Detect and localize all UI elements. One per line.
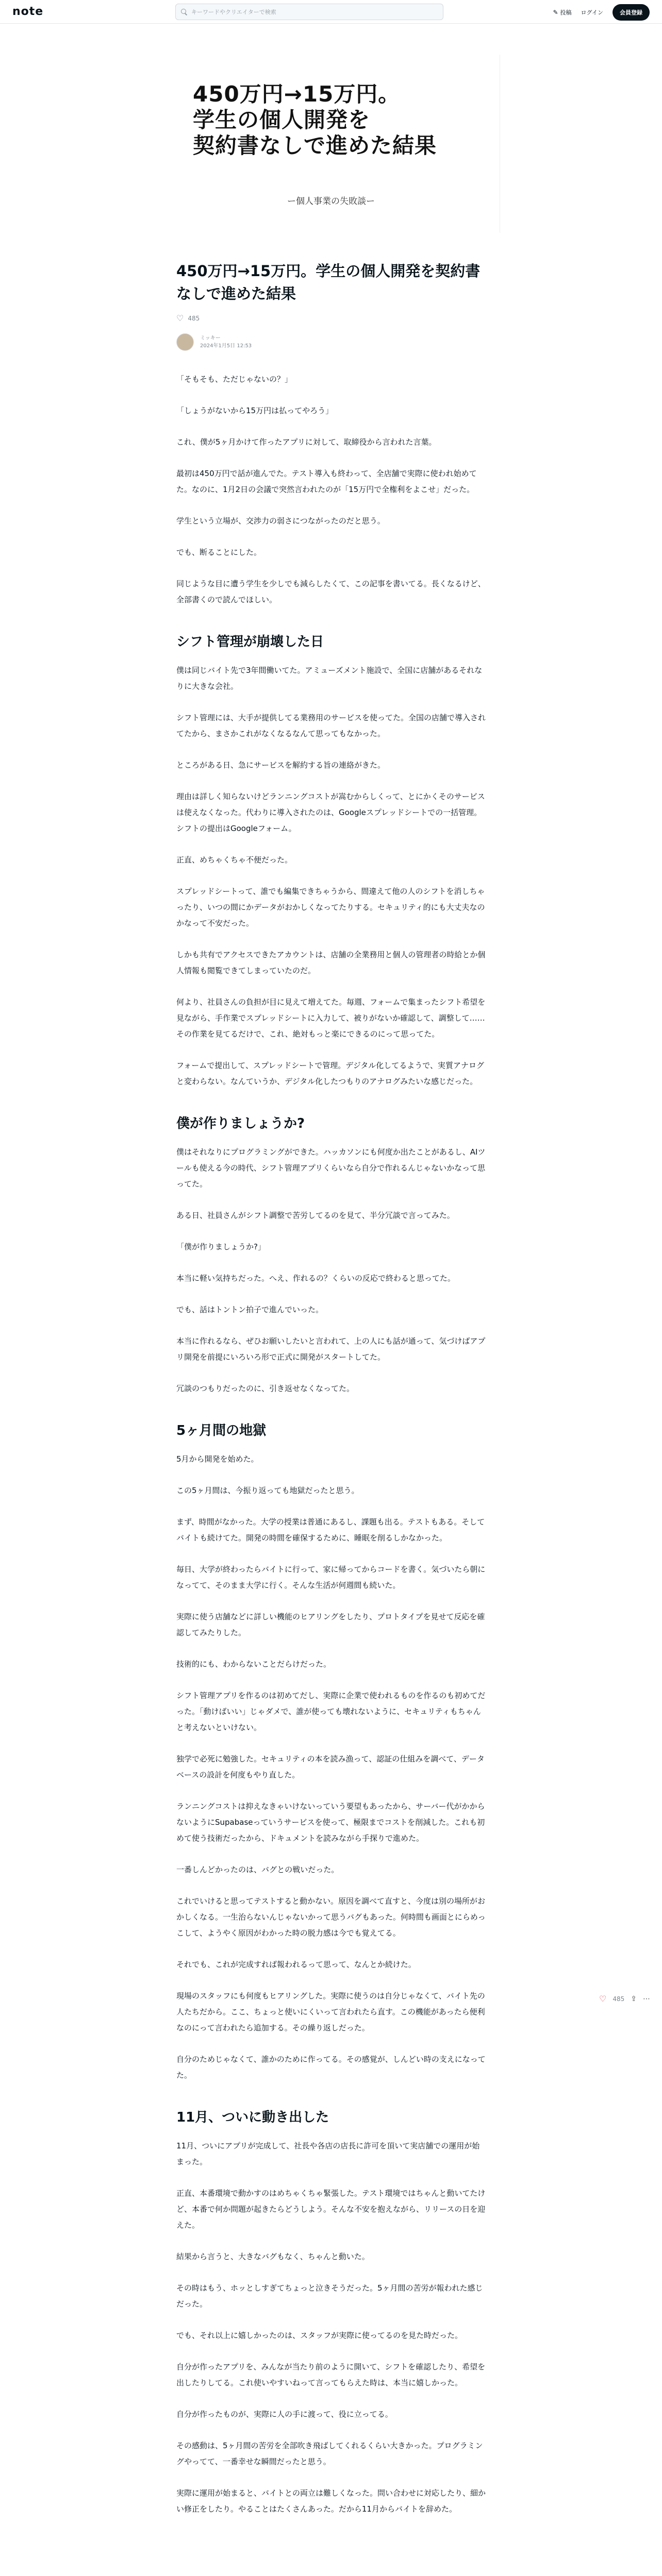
article-body: [176, 371, 486, 2517]
paragraph: 現場のスタッフにも何度もヒアリングした。実際に使うのは自分じゃなくて、バイト先の人たちだから。ここ、ちょっと使いにくいって言われたら直す。この機能があったら便利なのにって言われたら追加する。その繰り返しだった。: [176, 1991, 485, 2032]
heart-icon[interactable]: ♡: [176, 313, 184, 323]
paragraph: でも、それ以上に嬉しかったのは、スタッフが実際に使ってるのを見た時だった。: [176, 2331, 463, 2340]
paragraph: 毎日、大学が終わったらバイトに行って、家に帰ってからコードを書く。気づいたら朝になってて、そのまま大学に行く。そんな生活が何週間も続いた。: [176, 1565, 486, 1590]
hero-subtitle: ー個人事業の失敗談ー: [287, 196, 375, 207]
paragraph: ランニングコストは抑えなきゃいけないっていう要望もあったから、サーバー代がかからないようにSupabaseっていうサービスを使って、極限までコストを削減した。これも初めて使う技術だったから、ドキュメントを読みながら手探りで進めた。: [176, 1802, 485, 1843]
paragraph: ある日、社員さんがシフト調整で苦労してるのを見て、半分冗談で言ってみた。: [176, 1211, 455, 1220]
search-input[interactable]: [175, 4, 443, 20]
section-shift: [176, 663, 486, 1090]
hero-image: [162, 55, 500, 233]
paragraph: 5月から開発を始めた。: [176, 1454, 259, 1464]
pen-icon: ✎: [553, 9, 558, 16]
section-intro: [176, 371, 486, 608]
hero-title: [193, 81, 437, 159]
heart-icon[interactable]: ♡: [599, 1994, 607, 2004]
article: [176, 260, 486, 2533]
paragraph: その時はもう、ホッとしすぎてちょっと泣きそうだった。5ヶ月間の苦労が報われた感じだった。: [176, 2283, 483, 2309]
paragraph: 僕はそれなりにプログラミングができた。ハッカソンにも何度か出たことがあるし、AIツールも使える今の時代、シフト管理アプリくらいなら自分で作れるんじゃないかなって思ってた。: [176, 1147, 486, 1189]
paragraph: 一番しんどかったのは、バグとの戦いだった。: [176, 1865, 339, 1874]
login-link[interactable]: ログイン: [581, 9, 603, 16]
paragraph: 本当に軽い気持ちだった。へえ、作れるの？くらいの反応で終わると思ってた。: [176, 1274, 455, 1283]
paragraph: 実際に使う店舗などに詳しい機能のヒアリングをしたり、プロトタイプを見せて反応を確認してみたりした。: [176, 1612, 485, 1637]
paragraph: これ、僕が5ヶ月かけて作ったアプリに対して、取締役から言われた言葉。: [176, 437, 437, 447]
like-count: 485: [188, 314, 200, 322]
paragraph: 最初は450万円で話が進んでた。テスト導入も終わって、全店舗で実際に使われ始めてた。なのに、1月2日の会議で突然言われたのが「15万円で全権利をよこせ」だった。: [176, 469, 477, 494]
section-november: [176, 2138, 486, 2517]
paragraph: 正直、本番環境で動かすのはめちゃくちゃ緊張した。テスト環境ではちゃんと動いてたけど、本番で何か問題が起きたらどうしよう。そんな不安を抱えながら、リリースの日を迎えた。: [176, 2189, 486, 2230]
paragraph: その感動は、5ヶ月間の苦労を全部吹き飛ばしてくれるくらい大きかった。プログラミングやってて、一番幸せな瞬間だったと思う。: [176, 2441, 483, 2466]
post-label: 投稿: [560, 9, 572, 16]
paragraph: まず、時間がなかった。大学の授業は普通にあるし、課題も出る。テストもある。そしてバイトも続けてた。開発の時間を確保するために、睡眠を削るしかなかった。: [176, 1517, 485, 1543]
paragraph: 「しょうがないから15万円は払ってやろう」: [176, 406, 334, 415]
paragraph: 自分のためじゃなくて、誰かのために作ってる。その感覚が、しんどい時の支えになってた。: [176, 2055, 486, 2080]
section-offer: [176, 1144, 486, 1397]
author-row: [176, 333, 486, 351]
paragraph: フォームで提出して、スプレッドシートで管理。デジタル化してるようで、実質アナログと変わらない。なんていうか、デジタル化したつもりのアナログみたいな感じだった。: [176, 1061, 485, 1086]
paragraph: でも、話はトントン拍子で進んでいった。: [176, 1305, 324, 1314]
paragraph: 学生という立場が、交渉力の弱さにつながったのだと思う。: [176, 516, 385, 526]
search-icon: [181, 9, 187, 15]
paragraph: 独学で必死に勉強した。セキュリティの本を読み漁って、認証の仕組みを調べて、データベースの設計を何度もやり直した。: [176, 1754, 485, 1780]
header-actions: [553, 4, 650, 21]
section-hell: [176, 1451, 486, 2083]
paragraph: 理由は詳しく知らないけどランニングコストが嵩むからしくって、とにかくそのサービスは使えなくなった。代わりに導入されたのは、Googleスプレッドシートでの一括管理。シフトの提出はGoogleフォーム。: [176, 792, 485, 833]
site-header: [0, 0, 662, 24]
more-icon[interactable]: ⋯: [642, 1994, 650, 2003]
section-heading: 僕が作りましょうか?: [176, 1116, 305, 1131]
paragraph: これでいけると思ってテストすると動かない。原因を調べて直すと、今度は別の場所がおかしくなる。一生治らないんじゃないかって思うバグもあった。何時間も画面とにらめっこして、ようやく原因がわかった時の脱力感は今でも覚えてる。: [176, 1896, 486, 1938]
hero-title-line: 学生の個人開発を: [193, 107, 371, 132]
paragraph: 冗談のつもりだったのに、引き返せなくなってた。: [176, 1384, 355, 1393]
like-row: [176, 313, 486, 323]
floating-action-bar: [599, 1994, 650, 2004]
paragraph: 自分が作ったアプリを、みんなが当たり前のように開いて、シフトを確認したり、希望を出したりしてる。これ使いやすいねって言ってもらえた時は、本当に嬉しかった。: [176, 2362, 486, 2387]
author-meta: [200, 334, 252, 350]
paragraph: 「そもそも、ただじゃないの？」: [176, 375, 293, 384]
paragraph: 本当に作れるなら、ぜひお願いしたいと言われて、上の人にも話が通って、気づけばアプリ開発を前提にいろいろ形で正式に開発がスタートしてた。: [176, 1336, 486, 1362]
paragraph: でも、断ることにした。: [176, 548, 262, 557]
paragraph: 同じような目に遭う学生を少しでも減らしたくて、この記事を書いてる。長くなるけど、全部書くので読んでほしい。: [176, 579, 486, 604]
paragraph: スプレッドシートって、誰でも編集できちゃうから、間違えて他の人のシフトを消しちゃったり、いつの間にかデータがおかしくなってたりする。セキュリティ的にも大丈夫なのかなって不安だった。: [176, 887, 485, 928]
paragraph: シフト管理アプリを作るのは初めてだし、実際に企業で使われるものを作るのも初めてだった。「動けばいい」じゃダメで、誰が使っても壊れないように、セキュリティもちゃんと考えないといけない。: [176, 1691, 486, 1732]
paragraph: 「僕が作りましょうか?」: [176, 1242, 266, 1251]
hero-title-line: 契約書なしで進めた結果: [193, 133, 437, 158]
paragraph: 実際に運用が始まると、バイトとの両立は難しくなった。問い合わせに対応したり、細かい修正をしたり。やることはたくさんあった。だから11月からバイトを辞めた。: [176, 2488, 486, 2514]
search-placeholder: キーワードやクリエイターで検索: [191, 9, 276, 15]
section-heading: 11月、ついに動き出した: [176, 2110, 329, 2125]
paragraph: 僕は同じバイト先で3年間働いてた。アミューズメント施設で、全国に店舗があるそれなりに大きな会社。: [176, 666, 483, 691]
avatar[interactable]: [176, 333, 194, 351]
section-heading: 5ヶ月間の地獄: [176, 1423, 267, 1438]
signup-button[interactable]: 会員登録: [613, 4, 650, 21]
post-button[interactable]: [553, 8, 571, 16]
paragraph: シフト管理には、大手が提供してる業務用のサービスを使ってた。全国の店舗で導入されてたから、まさかこれがなくなるなんて思ってもなかった。: [176, 713, 486, 738]
share-icon[interactable]: ⇪: [631, 1994, 637, 2003]
paragraph: 自分が作ったものが、実際に人の手に渡って、役に立ってる。: [176, 2410, 393, 2419]
float-like-count: 485: [613, 1995, 625, 2003]
paragraph: 正直、めちゃくちゃ不便だった。: [176, 855, 293, 865]
post-date: 2024年1月5日 12:53: [200, 343, 252, 349]
note-logo[interactable]: note: [12, 5, 44, 18]
paragraph: それでも、これが完成すれば報われるって思って、なんとか続けた。: [176, 1960, 416, 1969]
section-heading: シフト管理が崩壊した日: [176, 634, 324, 650]
paragraph: しかも共有でアクセスできたアカウントは、店舗の全業務用と個人の管理者の時給とか個人情報も閲覧できてしまっていたのだ。: [176, 950, 486, 975]
paragraph: 結果から言うと、大きなバグもなく、ちゃんと動いた。: [176, 2252, 370, 2261]
paragraph: 何より、社員さんの負担が目に見えて増えてた。毎週、フォームで集まったシフト希望を見ながら、手作業でスプレッドシートに入力して、被りがないか確認して、調整して……その作業を見てるだけで、これ、絶対もっと楽にできるのにって思ってた。: [176, 997, 486, 1039]
paragraph: この5ヶ月間は、今振り返っても地獄だったと思う。: [176, 1486, 359, 1495]
article-title: 450万円→15万円。学生の個人開発を契約書なしで進めた結果: [176, 262, 481, 302]
paragraph: ところがある日、急にサービスを解約する旨の連絡がきた。: [176, 760, 386, 770]
hero-title-line: 450万円→15万円。: [193, 81, 401, 107]
paragraph: 技術的にも、わからないことだらけだった。: [176, 1659, 332, 1669]
author-name[interactable]: ミッキー: [200, 335, 221, 341]
paragraph: 11月、ついにアプリが完成して、社長や各店の店長に許可を頂いて実店舗での運用が始まった。: [176, 2141, 480, 2166]
